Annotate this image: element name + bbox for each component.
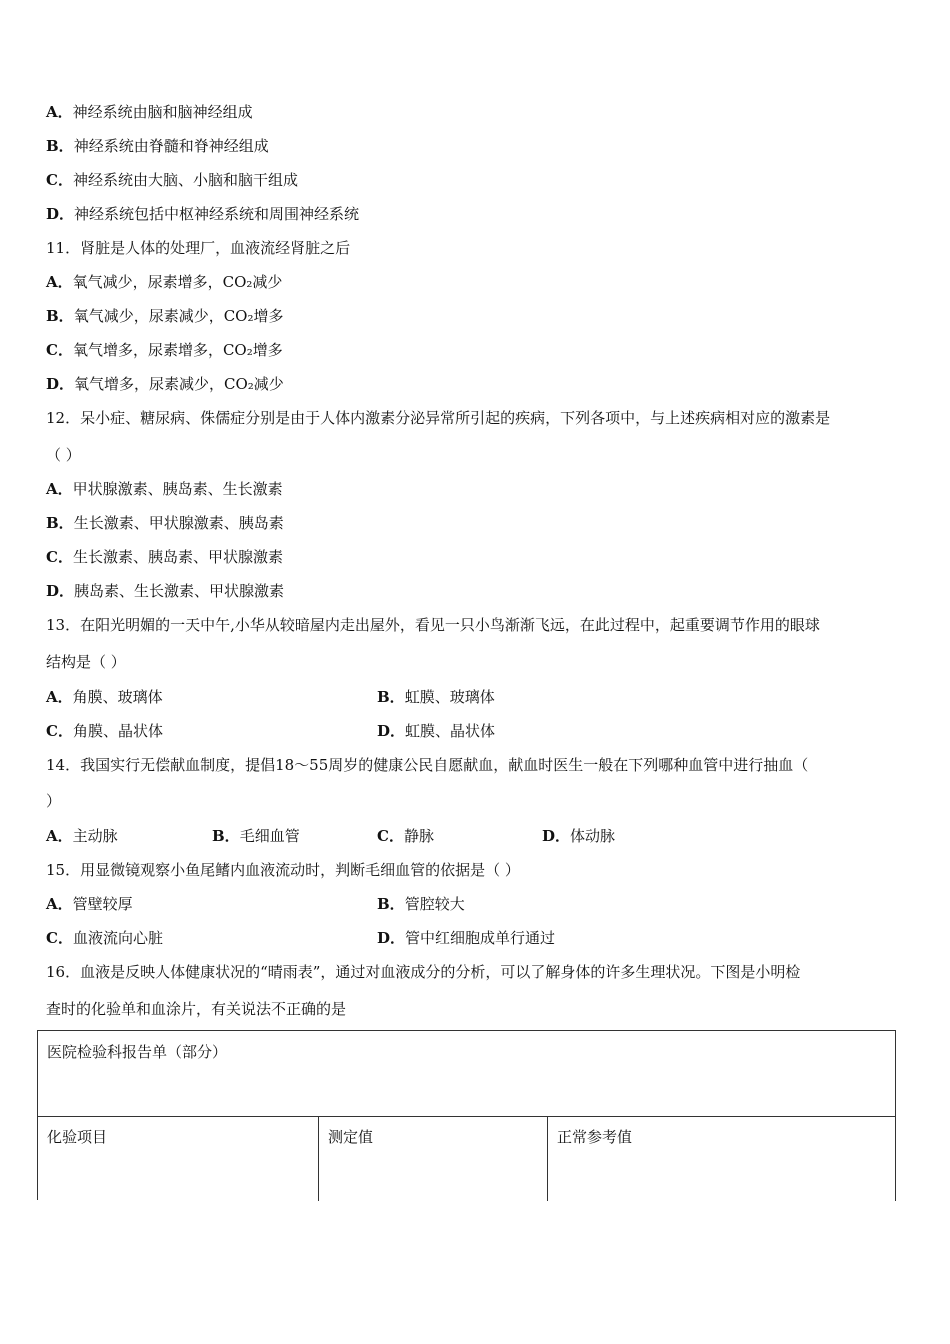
q13-option-d: D．虹膜、晶状体: [377, 722, 496, 740]
report-title-row: [38, 1031, 895, 1117]
q15-option-c: C．血液流向心脏: [46, 929, 163, 947]
header-item: 化验项目: [47, 1128, 108, 1146]
q15-option-d: D．管中红细胞成单行通过: [377, 929, 556, 947]
q13-stem-line1: 13．在阳光明媚的一天中午,小华从较暗屋内走出屋外，看见一只小鸟渐渐飞远，在此过程中，起重要调节作用的眼球: [46, 616, 820, 634]
header-value: 测定值: [328, 1128, 374, 1146]
report-table: [37, 1030, 896, 1200]
q12-option-d: D．胰岛素、生长激素、甲状腺激素: [46, 582, 285, 600]
q11-option-c: C．氧气增多，尿素增多，CO₂增多: [46, 341, 283, 359]
q10-option-c: C．神经系统由大脑、小脑和脑干组成: [46, 171, 298, 189]
report-title: 医院检验科报告单（部分）: [47, 1043, 228, 1061]
q12-option-a: A．甲状腺激素、胰岛素、生长激素: [46, 480, 283, 498]
q11-option-d: D．氧气增多，尿素减少，CO₂减少: [46, 375, 284, 393]
q11-stem: 11．肾脏是人体的处理厂，血液流经肾脏之后: [46, 239, 351, 257]
q13-option-b: B．虹膜、玻璃体: [377, 688, 495, 706]
q13-option-c: C．角膜、晶状体: [46, 722, 163, 740]
q10-option-a: A．神经系统由脑和脑神经组成: [46, 103, 253, 121]
q14-stem-line1: 14．我国实行无偿献血制度，提倡18～55周岁的健康公民自愿献血，献血时医生一般在下列哪种血管中进行抽血（: [46, 756, 809, 774]
header-cell-value: [319, 1116, 548, 1201]
q14-option-d: D．体动脉: [542, 827, 616, 845]
q14-option-b: B．毛细血管: [212, 827, 300, 845]
q15-option-a: A．管壁较厚: [46, 895, 133, 913]
header-cell-reference: [548, 1116, 896, 1201]
q16-stem-line1: 16．血液是反映人体健康状况的“晴雨表”，通过对血液成分的分析，可以了解身体的许多生理状况。下图是小明检: [46, 963, 801, 981]
q13-option-a: A．角膜、玻璃体: [46, 688, 163, 706]
q15-option-b: B．管腔较大: [377, 895, 465, 913]
q12-option-b: B．生长激素、甲状腺激素、胰岛素: [46, 514, 284, 532]
q10-option-b: B．神经系统由脊髓和脊神经组成: [46, 137, 269, 155]
header-reference: 正常参考值: [557, 1128, 633, 1146]
q13-stem-line2: 结构是（ ）: [46, 653, 126, 671]
q12-option-c: C．生长激素、胰岛素、甲状腺激素: [46, 548, 283, 566]
header-cell-item: [38, 1116, 319, 1201]
q10-option-d: D．神经系统包括中枢神经系统和周围神经系统: [46, 205, 360, 223]
q12-stem-line2: （ ）: [46, 446, 81, 464]
q11-option-a: A．氧气减少，尿素增多，CO₂减少: [46, 273, 283, 291]
q12-stem-line1: 12．呆小症、糖尿病、侏儒症分别是由于人体内激素分泌异常所引起的疾病，下列各项中，与上述疾病相对应的激素是: [46, 409, 831, 427]
q15-stem: 15．用显微镜观察小鱼尾鳍内血液流动时，判断毛细血管的依据是（ ）: [46, 861, 520, 879]
q16-stem-line2: 查时的化验单和血涂片，有关说法不正确的是: [46, 1000, 347, 1018]
q14-option-c: C．静脉: [377, 827, 434, 845]
q14-stem-line2: ）: [46, 792, 62, 810]
q11-option-b: B．氧气减少，尿素减少，CO₂增多: [46, 307, 284, 325]
q14-option-a: A．主动脉: [46, 827, 118, 845]
